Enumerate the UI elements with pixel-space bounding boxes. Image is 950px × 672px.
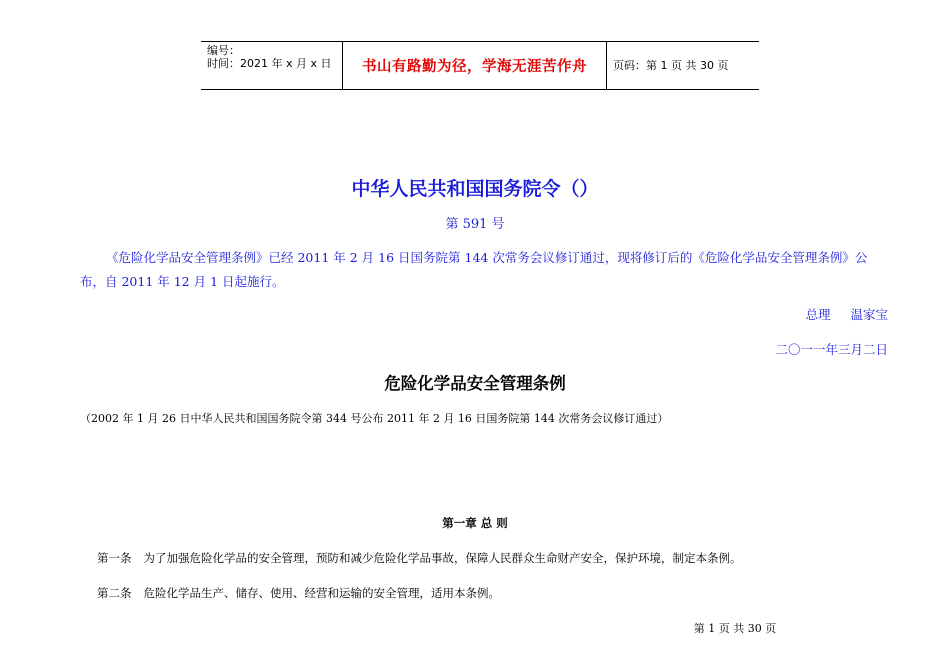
- order-number: 第 591 号: [445, 217, 505, 232]
- article-2: [97, 585, 500, 601]
- footer-page-number: 第 1 页 共 30 页: [693, 622, 777, 635]
- header-meta-cell: [201, 42, 343, 89]
- header-motto: 书山有路勤为径，学海无涯苦作舟: [362, 59, 587, 75]
- article-label: 第一条: [97, 551, 132, 565]
- order-paragraph: 《危险化学品安全管理条例》已经 2011 年 2 月 16 日国务院第 144 次常务会议修订通过，现将修订后的《危险化学品安全管理条例》公布，自 2011 年 12 月 1 日起施行。: [80, 250, 868, 289]
- article-text: 为了加强危险化学品的安全管理，预防和减少危险化学品事故，保障人民群众生命财产安全，保护环境，制定本条例。: [143, 551, 742, 565]
- signer-name: 温家宝: [850, 307, 888, 322]
- chapter-heading: 第一章 总 则: [442, 516, 508, 530]
- header-number-label: 编号：: [207, 44, 240, 57]
- order-date: 二〇一一年三月二日: [775, 342, 888, 357]
- order-title: 中华人民共和国国务院令（）: [351, 178, 599, 200]
- header-time-label: 时间：2021 年 x 月 x 日: [207, 57, 332, 70]
- article-1: [97, 550, 742, 566]
- header-page-cell: [607, 42, 759, 89]
- header-motto-cell: [343, 42, 607, 89]
- article-text: 危险化学品生产、储存、使用、经营和运输的安全管理，适用本条例。: [143, 586, 500, 600]
- document-header: [201, 41, 759, 90]
- article-label: 第二条: [97, 586, 132, 600]
- order-signer: [805, 305, 888, 323]
- regulation-note: （2002 年 1 月 26 日中华人民共和国国务院令第 344 号公布 2011 年 2 月 16 日国务院第 144 次常务会议修订通过）: [80, 412, 669, 425]
- page-footer: [0, 620, 950, 636]
- header-page-info: 页码：第 1 页 共 30 页: [613, 58, 729, 72]
- signer-title: 总理: [805, 307, 831, 322]
- regulation-title: 危险化学品安全管理条例: [384, 374, 566, 393]
